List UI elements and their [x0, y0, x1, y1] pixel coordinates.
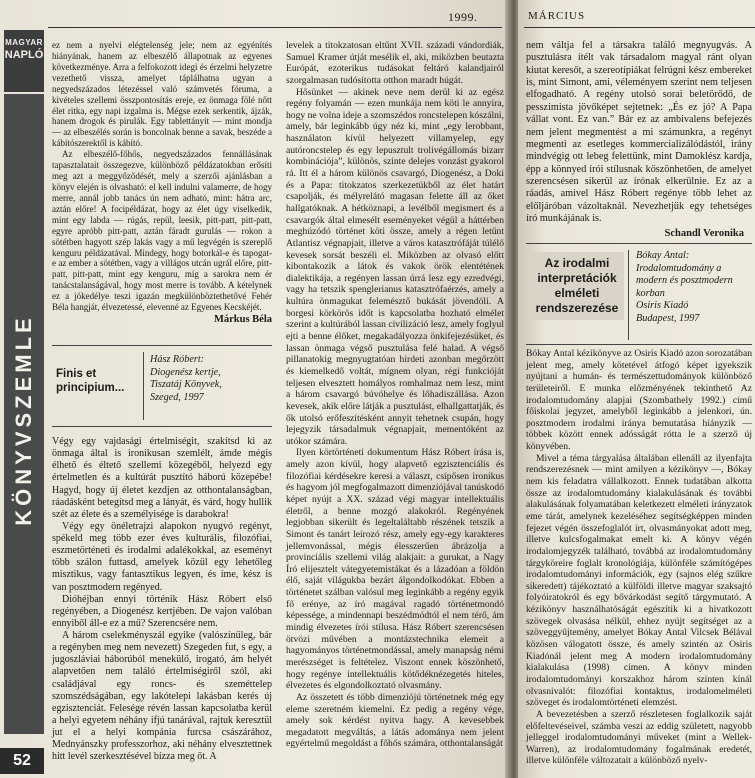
book-title: Irodalomtudomány a modern és posztmodern korban — [636, 262, 733, 299]
paragraph: Mivel a téma tárgyalása általában ellenáll az ilyenfajta rendszerezésnek — mint amilyen a kézikönyv —, Bókay nem kis feladatra vállalkozott. Ennek tudatában alkotta össze az irodalomtudomány kialakulásának és további alakulásának folyamatában keletkezett elméleti irányzatok eme tárát, amelynek kezeléséhez segítségképpen minden fejezet végén összefoglalót írt, olvasmányokat adott meg, illetve kulcsfogalmakat emelt ki. A könyv végén irodalomjegyzék található, továbbá az irodalomtudomány tárgyköreire foglalt kronológiája, különféle számítógépes irodalomtudományi információk, egy (sajnos elég szűkre sikeredett) tájékoztató a külföldi illetve magyar szaksajtó folyóiratokról és egy bővárkodást segítő tárgymutató. A kézikönyv használhatóságát egészítik ki a hivatkozott szövegek olvasása nélkül, ehhez nyújt segítséget az a szöveggyűjtemény, amelyet Bókay Antal Vilcsek Bélával közösen válogatott össze, és amely szintén az Osiris Kiadónál jelent meg A modern irodalomtudomány kialakulása (1998) címen. A könyv minden irodalomtudományi korszakhoz három szinten kínál olvasnivalót: filozófiai kontaktus, irodalomelméleti szöveget és irodalomtörténeti elemzést. — [526, 452, 752, 709]
page-number: 52 — [0, 748, 44, 774]
header-rule — [524, 27, 755, 28]
book-place-year: Szeged, 1997 — [150, 391, 204, 403]
column-2 — [286, 40, 504, 750]
paragraph: A bevezetésben a szerző részletesen foglalkozik saját előfeltevéseivel, számba veszi az eddig született, nagyobb jelleggel irodalomtudományi műveket (mint a Wellek-Warren), az irodalomtudomány fogalmának eredetét, illetve különféle változatait a különböző nyelv- — [526, 708, 752, 767]
paragraph: Az elbeszélő-főhős, negyedszázados fennállásának tapasztalatait összegezve, különböző példázatokban erősíti meg azt a meggyőződését, mely a szerzői ajánlásban a könyv elején is olvasható: el kell indulni valamerre, de hogy merre, annál jobb tanács ún nem adható, mint: hátra arc, aztán előre! A focipéldázat, hogy az élet úgy viselkedik, mint egy labda — rúgás, repül, leesik, pitt-patt, pitt-patt, egyre apróbb pitt-patt, aztán fáradt gurulás — rokon a sötétben hagyott szép lakás vagy a mű legvégén is szereplő kenguru példázatával. Mindegy, hogy botorkál-e és tapogat-e az ember a sötétben, vagy a villágos utcán ugrál előre, pitt-patt, pitt-patt, mint egy kenguru, míg a sarokra nem ér tanácstalanságával, hogy most merre is tovább. A kételynek ez a jókedélye teszi igazán megkülönböztethetővé Fehér Béla hangját, élvezetessé, elevenné az Egyenes Kecskéjét. — [52, 149, 272, 313]
column-1-top — [52, 40, 272, 326]
paragraph: levelek a titokzatosan eltűnt XVII. századi vándordiák, Samuel Kramer útját mesélik el, aki, miközben beutazta Európát, ezoterikus tudásokat feltáró kalandjairól szorgalmasan tudósította otthon maradt húgát. — [286, 40, 504, 86]
header-month: MÁRCIUS — [528, 10, 586, 22]
review-book-info — [636, 250, 752, 325]
paragraph: Bókay Antal kézikönyve az Osiris Kiadó azon sorozatában jelent meg, amely kötetével átfogó képet igyekszik nyújtani a humán- és természettudományok különböző területeiről. E munka előzményének tekinthető Az irodalomtudomány alapjai (Szombathely 1992.) című főiskolai jegyzet, amelyből leginkább a jelenkori, ún. posztmodern irodalmi iránya bemutatása hiányzik — többek között ennek adósságát rótta le a szerző új könyvében. — [526, 348, 752, 453]
paragraph: nem váltja fel a társakra találó megnyugvás. A pusztulásra ítélt vak társadalom magyal ránt olyan kiutat keresőt, a szereotípiákat felrúgni kész embereket is, mint Simont, ami, véleményem szerint nem teljesen elfogadható. A regény utolsó sorai beletörődő, de pesszimista jövőképet sejtetnek: „És ez jó? A Papa vállat vont. Ez van.” Bár ez az ambivalens befejezés nem jelent megmentést a mi számunkra, a regényt megmenti az esetleges kommercializálódástól, irány mindvégig ott lebeg felettünk, mint Damoklész kardja, épp a könnyed írói stílusnak köszönhetően, de amelyet szerencsésen sikerül az írónak elkerülnie. Ez az a ráadás, amivel Hász Róbert regénye több lehet az előljáróban vázoltaknál. Nevezhetjük egy tehetséges író munkájának is. — [526, 40, 752, 225]
paragraph: A három cselekményszál egyike (valószínűleg, bár a regényben meg nem nevezett) Szegeden fut, s egy, a jugoszláviai háborúból menekülő, irogató, ám helyét alapvetően nem találó értelmiségiről szól, aki családjával egy roncs- és szeméttelep szomszédságában, egy lakótelepi lakásban kerés új egzisztenciát. Felesége révén lassan kapcsolatba kerül a helyi egyetem néhány ifjú tanárával, rajtuk keresztül jut el a helyi kompánia furcsa császárához, Mednyánszky professzorhoz, aki néhány elvesztettnek hitt levél szerkesztésével bízza meg őt. A — [52, 630, 272, 763]
logo-line-2: NAPLÓ — [4, 49, 44, 61]
paragraph: Hősünket — akinek neve nem derül ki az egész regény folyamán — ezen munkája nem köti le annyira, hogy ne volna ideje a szomszédos roncstelepen kószálni, amely, bár leginkább úgy néz ki, mint „egy lerobbant, használaton kívül helyezett villamyelep, egy autóroncstelep és egy lepusztult trolivégállomás bizarr kombinációja”, különös, szinte delejes vonzást gyakorol rá. Itt él a három különös csavargó, Diogenész, a Doki és a Papa: titokzatos szerkezetükből az élet határt csapolják, és mélyrelátó magasan felette áll az őket hallgatóknak. A hétköznapi, a levélből megismert és a csavargók által elmesélt eseményeket végül a háttérben meghúzódó történet köti össze, amely a régen letűnt Atlantisz végnapjait, illetve a város katasztrófáját túlélő kevesek sorsát beszéli el. Miközben az olvasó előtt kibontakozik a látok és vakok örök elentétének dialektikája, a regényen lassan úrrá lesz egy ezredvégi, vagy ha tetszik spenglerianus katasztrófaérzés, amely a kultúra önmagukat felemésztő bukását jövendöli. A borgesi körkörös időt is kapcsolatba hozható elmélet szerint a kultúrából lassan civilizáció lesz, amely foglyul ejti a benne élőket, megakadályozza önkifejezésüket, és lassan önmaga végső pusztulása felé halad. A végső pillanatokig megnyugtatóan hirdeti azonban megőrzött és kiemelkedő voltát, mígnem olyan, régi funkcióját teljesen elvesztett homályos romhalmaz nem lesz, mint a három csavargó búvóhelye és lőhadiszállása. Azon kevesek, akik előre látják a pusztulást, elhallgattatják, és ők utolsó erőfeszítésként annyit tehetnek csupán, hogy lejegyzik társadalmuk végnapjait, mementóként az utókor számára. — [286, 86, 504, 447]
review-divider — [52, 345, 272, 346]
header-year: 1999. — [448, 10, 478, 24]
section-title: KÖNYVSZEMLE — [11, 314, 36, 526]
paragraph: Végy egy önéletrajzi alapokon nyugvó regényt, spékeld meg több ezer éves kulturális, filozófiai, eszmetörténeti és irodalmi adalékokkal, az eseményt több szálon futtasd, amelyek közül egy lehetőleg misztikus, vagy fantasztikus legyen, és íme, kész is van posztmodern regényed. — [52, 520, 272, 593]
author-signature: Márkus Béla — [213, 314, 272, 326]
book-publisher: Osiris Kiadó — [636, 300, 689, 311]
review-divider — [526, 243, 752, 244]
paragraph: Végy egy vajdasági értelmiségit, szakítsd ki az önmaga által is ironikusan szemlélt, ámde mégis élhető és éltető szellemi közegéből, helyezd egy értelmetlen és a kultúrát pusztító háború közepébe! Hagyd, hogy új életet kezdjen az otthontalanságban, ráadásként betegítsd meg a lányát, és várd, hogy hullik szét az élete és a személyisége is darabokra! — [52, 436, 272, 520]
review-box-line — [143, 352, 144, 420]
review-divider — [52, 426, 272, 427]
author-signature: Schandl Veronika — [664, 228, 744, 239]
book-place-year: Budapest, 1997 — [636, 312, 700, 324]
logo-line-1: MAGYAR — [5, 38, 43, 47]
column-3-bottom — [526, 348, 752, 767]
review-box-line — [628, 250, 629, 340]
paragraph: Dióhéjban ennyi történik Hász Róbert első regényében, a Diogenész kertjében. De vajon valóban ennyiből áll-e ez a mű? Szerencsére nem. — [52, 593, 272, 629]
review-title: Az irodalmi interpretációk elméleti rendszerezése — [530, 252, 624, 320]
book-publisher: Tiszatáj Könyvek, — [150, 379, 222, 390]
book-author: Bókay Antal: — [636, 250, 690, 261]
paragraph: Ilyen körtörténeti dokumentum Hász Róbert írása is, amely azon kívül, hogy alapvető egzisztenciális és filozófiai kérdésekre keresi a választ, csípősen ironikus és hagyom jól megfogalmazott dimenziójával tanúskodó képet nyújt a XX. század végi magyar intellektuális életről, a benne mozgó alakokról. Regényének legjobban sikerült és legeltaláltabb részének tetszik a Simont és tanárt leírozó rész, amely egy-egy karakteres jellemvonással, mégis élesszerűen ábrázolja a provinciális szellemi világ alakjait: a gurukat, a Nagy Író elijesztelt vátegyetemistákat és a lázadóan a földön élő, saját világukba bezárt álgondolkodókat. Ebben a történetet szálban valósul meg leginkább a regény egyik fő erénye, az író magával ragadó történetmondó képessége, a mindennapi beszédmódtól el nem térő, ám mindig élvezetes írói stílusa. Hász Róbert szerencsésen ötvözi művében a montázstechnika elemeit a hagyományos történetmondással, amely manapság némi merészséget is feltételez. Viszont ennek köszönhető, hogy regénye intellektuális kötődéknézegetés hiteles, élvezetes és elgondolkoztató olvasmány. — [286, 447, 504, 692]
review-book-info — [150, 354, 270, 404]
paragraph: ez nem a nyelvi elégtelenség jele; nem az egyénítés hiányának, hanem az elbeszélő állapotnak az egyenes következménye. Arra a felfokozott idegi és érzelmi helyzetre vezethető vissza, amelyet táplálhatna ugyan a negyedszázados létezéssel való számvetés fóruma, a kivételes szellemi összpontosítás ereje, ez önmaga fölé nőtt élet ritka, egy napi izgalma is. Mégse ezek serkentik, ájzák, hanem drogok és pirulák. Egy tablettányit — mint mondja — az elbeszélés során is boncolnak benne a savak, beszéde a kábítószerektől is kábító. — [52, 40, 272, 149]
column-1-bottom — [52, 436, 272, 763]
magazine-logo — [4, 30, 44, 92]
book-author: Hász Róbert: — [150, 354, 205, 365]
header-rule — [48, 27, 502, 28]
paragraph: Az összetett és több dimenziójú történetnek még egy eleme szeretném kiemelni. Ez pedig a regény vége, amely sok kérdést nyitva hagy. A kevesebbek megadatott megváltás, a látás adománya nem jelent egyértelmű megoldást a főhős számára, otthontalanságát — [286, 691, 504, 750]
column-3-top — [526, 40, 752, 225]
book-title: Diogenész kertje, — [150, 366, 221, 378]
review-divider — [526, 344, 752, 345]
review-title: Finis et principium... — [56, 368, 125, 394]
